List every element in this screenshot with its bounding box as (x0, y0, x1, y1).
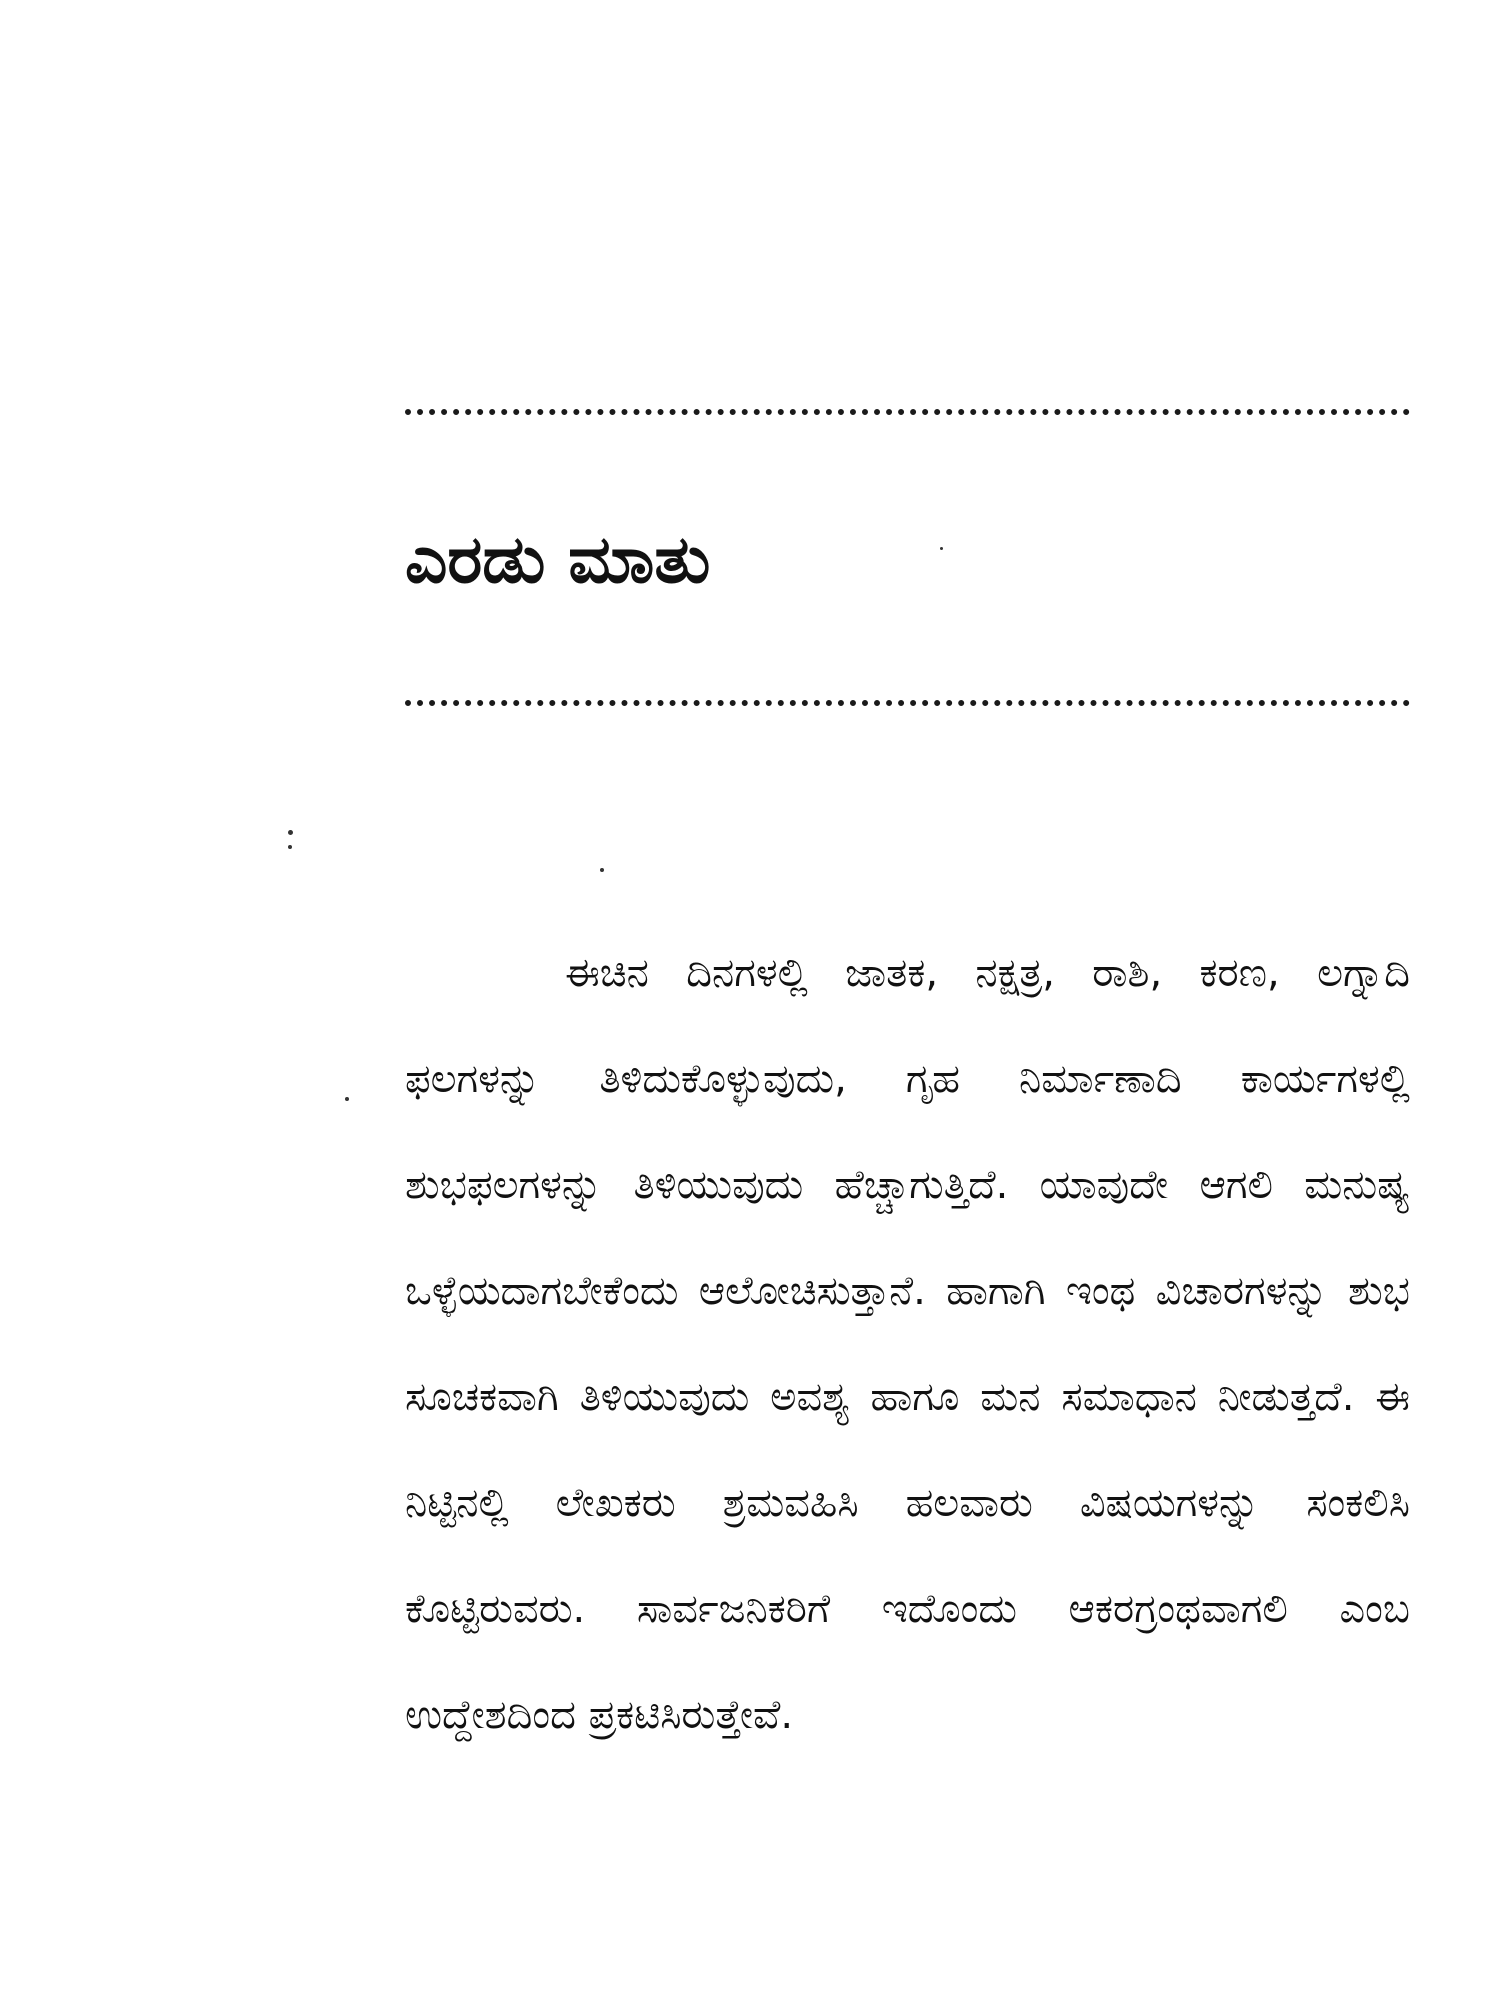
scan-speck (600, 868, 604, 872)
scan-speck (940, 547, 943, 550)
body-paragraph: ಈಚಿನ ದಿನಗಳಲ್ಲಿ ಜಾತಕ, ನಕ್ಷತ್ರ, ರಾಶಿ, ಕರಣ, ಲಗ್ನಾದಿ ಫಲಗಳನ್ನು ತಿಳಿದುಕೊಳ್ಳುವುದು, ಗೃಹ ನಿರ್ಮಾಣಾದಿ ಕಾರ್ಯಗಳಲ್ಲಿ ಶುಭಫಲಗಳನ್ನು ತಿಳಿಯುವುದು ಹೆಚ್ಚಾಗುತ್ತಿದೆ. ಯಾವುದೇ ಆಗಲಿ ಮನುಷ್ಯ ಒಳ್ಳೆಯದಾಗಬೇಕೆಂದು ಆಲೋಚಿಸುತ್ತಾನೆ. ಹಾಗಾಗಿ ಇಂಥ ವಿಚಾರಗಳನ್ನು ಶುಭ ಸೂಚಕವಾಗಿ ತಿಳಿಯುವುದು ಅವಶ್ಯ ಹಾಗೂ ಮನ ಸಮಾಧಾನ ನೀಡುತ್ತದೆ. ಈ ನಿಟ್ಟಿನಲ್ಲಿ ಲೇಖಕರು ಶ್ರಮವಹಿಸಿ ಹಲವಾರು ವಿಷಯಗಳನ್ನು ಸಂಕಲಿಸಿ ಕೊಟ್ಟಿರುವರು. ಸಾರ್ವಜನಿಕರಿಗೆ ಇದೊಂದು ಆಕರಗ್ರಂಥವಾಗಲಿ ಎಂಬ ಉದ್ದೇಶದಿಂದ ಪ್ರಕಟಿಸಿರುತ್ತೇವೆ. (405, 950, 1410, 1738)
bottom-dotted-rule (405, 700, 1410, 706)
page-heading: ಎರಡು ಮಾತು (405, 521, 711, 598)
scan-speck (345, 1097, 349, 1101)
scan-speck (288, 845, 292, 849)
top-dotted-rule (405, 409, 1410, 415)
scan-speck (288, 830, 293, 835)
